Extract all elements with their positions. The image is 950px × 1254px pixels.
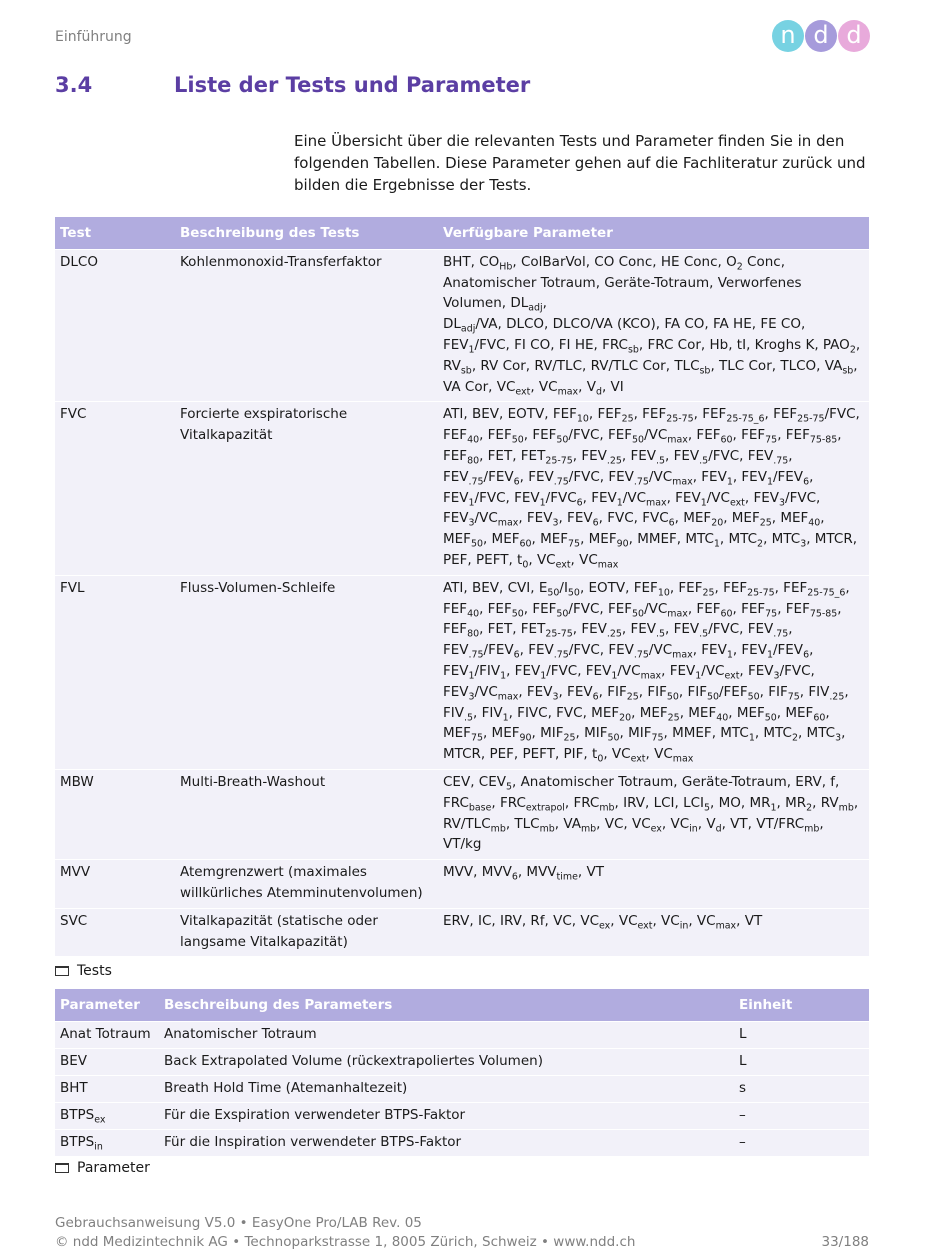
- ndd-logo: [772, 20, 872, 54]
- page-number: 33/188: [821, 1234, 869, 1250]
- table-row: [55, 1048, 869, 1075]
- table-row: [55, 1021, 869, 1048]
- test-name: MVV: [55, 860, 175, 909]
- tests-table: [55, 217, 869, 956]
- header-test-description: Beschreibung des Tests: [175, 217, 438, 249]
- parameters-caption-text: Parameter: [77, 1160, 150, 1176]
- test-description: Kohlenmonoxid-Transferfaktor: [175, 249, 438, 402]
- test-name: MBW: [55, 769, 175, 859]
- footer-document-info: Gebrauchsanweisung V5.0 • EasyOne Pro/LAB Rev. 05: [55, 1215, 422, 1231]
- table-row: [55, 1102, 869, 1129]
- parameter-description: Back Extrapolated Volume (rückextrapoliertes Volumen): [159, 1048, 734, 1075]
- table-row: [55, 1129, 869, 1156]
- parameter-unit: s: [734, 1075, 869, 1102]
- tests-caption-text: Tests: [77, 963, 112, 979]
- parameter-description: Für die Exspiration verwendeter BTPS-Faktor: [159, 1102, 734, 1129]
- parameter-name: BEV: [55, 1048, 159, 1075]
- table-icon: [55, 966, 69, 976]
- logo-letter-d2: d: [838, 20, 870, 52]
- header-available-parameters: Verfügbare Parameter: [438, 217, 869, 249]
- footer-company-info: © ndd Medizintechnik AG • Technoparkstrasse 1, 8005 Zürich, Schweiz • www.ndd.ch: [55, 1234, 636, 1250]
- parameter-description: Anatomischer Totraum: [159, 1021, 734, 1048]
- table-row: [55, 249, 869, 402]
- tests-table-header: [55, 217, 869, 249]
- logo-letter-n: n: [772, 20, 804, 52]
- test-description: Vitalkapazität (statische oder langsame Vitalkapazität): [175, 908, 438, 956]
- test-name: DLCO: [55, 249, 175, 402]
- chapter-label: Einführung: [55, 29, 132, 45]
- test-description: Fluss-Volumen-Schleife: [175, 575, 438, 769]
- test-description: Multi-Breath-Washout: [175, 769, 438, 859]
- parameter-description: Für die Inspiration verwendeter BTPS-Faktor: [159, 1129, 734, 1156]
- logo-letter-d1: d: [805, 20, 837, 52]
- table-row: [55, 402, 869, 575]
- header-parameter-description: Beschreibung des Parameters: [159, 989, 734, 1021]
- parameters-table: [55, 989, 869, 1156]
- parameter-description: Breath Hold Time (Atemanhaltezeit): [159, 1075, 734, 1102]
- table-row: [55, 860, 869, 909]
- test-name: FVC: [55, 402, 175, 575]
- parameter-unit: –: [734, 1129, 869, 1156]
- header-test: Test: [55, 217, 175, 249]
- test-parameters: ATI, BEV, CVI, $E_{50}/I_{50}$, EOTV, $FEF_{10}$, $FEF_{25}$, $FEF_{25-75}$, $FEF_{25-75\_6}$, $FEF_{40}$, $FEF_{50}$, $FEF_{50}$/FVC, $FEF_{50}/VC_{max}$, $FEF_{60}$, $FEF_{75}$, $FEF_{75-85}$, $FEF_{80}$, FET, $FET_{25-75}$, $FEV_{.25}$, $FEV_{.5}$, $FEV_{.5}$/FVC, $FEV_{.75}$, $FEV_{.75}/FEV_6$, $FEV_{.75}$/FVC, $FEV_{.75}/VC_{max}$, $FEV_1$, $FEV_1/FEV_6$, $FEV_1/FIV_1$, $FEV_1$/FVC, $FEV_1/VC_{max}$, $FEV_1/VC_{ext}$, $FEV_3$/FVC, $FEV_3/VC_{max}$, $FEV_3$, $FEV_6$, $FIF_{25}$, $FIF_{50}$, $FIF_{50}/FEF_{50}$, $FIF_{75}$, $FIV_{.25}$, $FIV_{.5}$, $FIV_1$, FIVC, FVC, $MEF_{20}$, $MEF_{25}$, $MEF_{40}$, $MEF_{50}$, $MEF_{60}$, $MEF_{75}$, $MEF_{90}$, $MIF_{25}$, $MIF_{50}$, $MIF_{75}$, MMEF, $MTC_1$, $MTC_2$, $MTC_3$, MTCR, PEF, PEFT, PIF, $t_0$, $VC_{ext}$, $VC_{max}$: [438, 575, 869, 769]
- table-row: [55, 1075, 869, 1102]
- table-row: [55, 908, 869, 956]
- header-parameter: Parameter: [55, 989, 159, 1021]
- parameter-unit: L: [734, 1048, 869, 1075]
- test-description: Atemgrenzwert (maximales willkürliches Atemminutenvolumen): [175, 860, 438, 909]
- parameter-unit: –: [734, 1102, 869, 1129]
- section-number: 3.4: [55, 73, 93, 97]
- parameters-table-header: [55, 989, 869, 1021]
- test-parameters: CEV, $CEV_5$, Anatomischer Totraum, Geräte-Totraum, ERV, f, $FRC_{base}$, $FRC_{extrapol}$, $FRC_{mb}$, IRV, LCI, $LCI_5$, MO, $MR_1$, $MR_2$, $RV_{mb}$, $RV/TLC_{mb}$, $TLC_{mb}$, $VA_{mb}$, VC, $VC_{ex}$, $VC_{in}$, $V_d$, VT, $VT/FRC_{mb}$, VT/kg: [438, 769, 869, 859]
- test-parameters: ATI, BEV, EOTV, $FEF_{10}$, $FEF_{25}$, $FEF_{25-75}$, $FEF_{25-75\_6}$, $FEF_{25-75}$/FVC, $FEF_{40}$, $FEF_{50}$, $FEF_{50}$/FVC, $FEF_{50}/VC_{max}$, $FEF_{60}$, $FEF_{75}$, $FEF_{75-85}$, $FEF_{80}$, FET, $FET_{25-75}$, $FEV_{.25}$, $FEV_{.5}$, $FEV_{.5}$/FVC, $FEV_{.75}$, $FEV_{.75}/FEV_6$, $FEV_{.75}$/FVC, $FEV_{.75}/VC_{max}$, $FEV_1$, $FEV_1/FEV_6$, $FEV_1$/FVC, $FEV_1/FVC_6$, $FEV_1/VC_{max}$, $FEV_1/VC_{ext}$, $FEV_3$/FVC, $FEV_3/VC_{max}$, $FEV_3$, $FEV_6$, FVC, $FVC_6$, $MEF_{20}$, $MEF_{25}$, $MEF_{40}$, $MEF_{50}$, $MEF_{60}$, $MEF_{75}$, $MEF_{90}$, MMEF, $MTC_1$, $MTC_2$, $MTC_3$, MTCR, PEF, PEFT, $t_0$, $VC_{ext}$, $VC_{max}$: [438, 402, 869, 575]
- test-parameters: MVV, $MVV_6$, $MVV_{time}$, VT: [438, 860, 869, 909]
- parameter-name: $BTPS_{in}$: [55, 1129, 159, 1156]
- test-name: FVL: [55, 575, 175, 769]
- section-title: Liste der Tests und Parameter: [174, 73, 531, 97]
- parameter-unit: L: [734, 1021, 869, 1048]
- parameter-name: $BTPS_{ex}$: [55, 1102, 159, 1129]
- table-row: [55, 769, 869, 859]
- test-description: Forcierte exspiratorische Vitalkapazität: [175, 402, 438, 575]
- parameters-table-caption: [55, 1160, 150, 1176]
- table-row: [55, 575, 869, 769]
- parameter-name: Anat Totraum: [55, 1021, 159, 1048]
- test-name: SVC: [55, 908, 175, 956]
- tests-table-caption: [55, 963, 112, 979]
- test-parameters: ERV, IC, IRV, Rf, VC, $VC_{ex}$, $VC_{ext}$, $VC_{in}$, $VC_{max}$, VT: [438, 908, 869, 956]
- table-icon: [55, 1163, 69, 1173]
- test-parameters: BHT, $CO_{Hb}$, ColBarVol, CO Conc, HE Conc, $O_2$ Conc, Anatomischer Totraum, Geräte-Totraum, Verworfenes Volumen, $DL_{adj}$, $DL_{adj}/VA$, DLCO, DLCO/VA (KCO), FA CO, FA HE, FE CO, $FEV_1$/FVC, FI CO, FI HE, $FRC_{sb}$, FRC Cor, Hb, tI, Kroghs K, $PAO_2$, $RV_{sb}$, RV Cor, RV/TLC, RV/TLC Cor, $TLC_{sb}$, TLC Cor, TLCO, $VA_{sb}$, VA Cor, $VC_{ext}$, $VC_{max}$, $V_d$, VI: [438, 249, 869, 402]
- header-unit: Einheit: [734, 989, 869, 1021]
- section-intro: Eine Übersicht über die relevanten Tests und Parameter finden Sie in den folgenden Tabellen. Diese Parameter gehen auf die Fachliteratur zurück und bilden die Ergebnisse der Tests.: [294, 132, 866, 194]
- parameter-name: BHT: [55, 1075, 159, 1102]
